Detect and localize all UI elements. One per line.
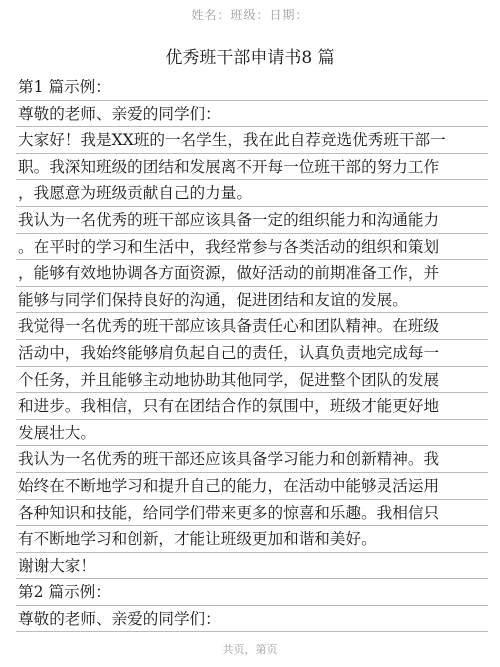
text-line: 尊敬的老师、亲爱的同学们： — [16, 606, 488, 633]
text-line: 各种知识和技能，给同学们带来更多的惊喜和乐趣。我相信只 — [16, 500, 488, 527]
text-line: 我认为一名优秀的班干部应该具备一定的组织能力和沟通能力 — [16, 207, 488, 234]
text-line: 。在平时的学习和生活中，我经常参与各类活动的组织和策划 — [16, 234, 488, 261]
text-line: 第2 篇示例： — [16, 579, 488, 606]
text-line: 和进步。我相信，只有在团结合作的氛围中，班级才能更好地 — [16, 393, 488, 420]
text-line: 第1 篇示例： — [16, 74, 488, 101]
text-line: 大家好！我是XX班的一名学生，我在此自荐竞选优秀班干部一 — [16, 127, 488, 154]
document-body — [16, 74, 488, 632]
text-line: 能够与同学们保持良好的沟通，促进团结和友谊的发展。 — [16, 287, 488, 314]
text-line: 尊敬的老师、亲爱的同学们： — [16, 101, 488, 128]
text-line: 职。我深知班级的团结和发展离不开每一位班干部的努力工作 — [16, 154, 488, 181]
text-line: 发展壮大。 — [16, 420, 488, 447]
document-title: 优秀班干部申请书8 篇 — [165, 48, 335, 68]
text-line: 个任务，并且能够主动地协助其他同学，促进整个团队的发展 — [16, 367, 488, 394]
text-line: 有不断地学习和创新，才能让班级更加和谐和美好。 — [16, 526, 488, 553]
text-line: 我认为一名优秀的班干部还应该具备学习能力和创新精神。我 — [16, 446, 488, 473]
text-line: 我觉得一名优秀的班干部应该具备责任心和团队精神。在班级 — [16, 313, 488, 340]
page-header: 姓名：班级：日期： — [191, 8, 309, 22]
text-line: 始终在不断地学习和提升自己的能力，在活动中能够灵活运用 — [16, 473, 488, 500]
text-line: ，我愿意为班级贡献自己的力量。 — [16, 180, 488, 207]
text-line: 活动中，我始终能够肩负起自己的责任，认真负责地完成每一 — [16, 340, 488, 367]
page-footer: 共页，第页 — [222, 643, 278, 656]
text-line: ，能够有效地协调各方面资源，做好活动的前期准备工作，并 — [16, 260, 488, 287]
text-line: 谢谢大家！ — [16, 553, 488, 580]
